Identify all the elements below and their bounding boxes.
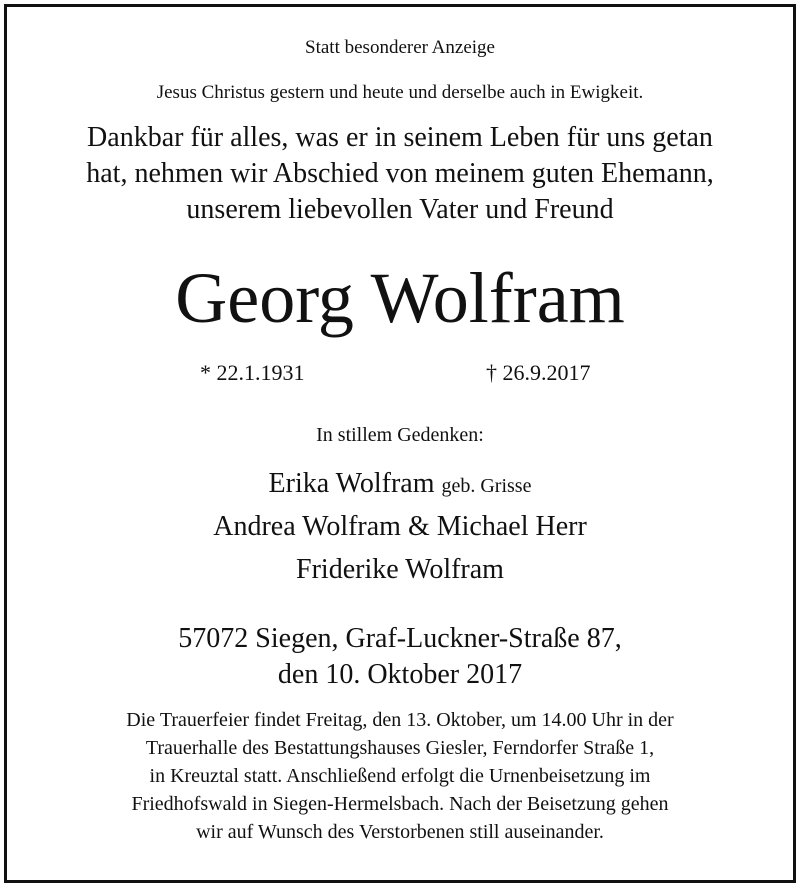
funeral-info-line: in Kreuztal statt. Anschließend erfolgt die Urnenbeisetzung im (149, 765, 651, 787)
funeral-info-line: wir auf Wunsch des Verstorbenen still auseinander. (196, 821, 604, 843)
memorial-heading: In stillem Gedenken: (316, 424, 484, 446)
thanks-line: hat, nehmen wir Abschied von meinem guten Ehemann, (86, 158, 714, 189)
thanks-line: Dankbar für alles, was er in seinem Leben für uns getan (87, 122, 713, 153)
preheading: Statt besonderer Anzeige (305, 37, 495, 58)
birth-date: * 22.1.1931 (200, 360, 305, 385)
bible-verse: Jesus Christus gestern und heute und derselbe auch in Ewigkeit. (156, 82, 644, 103)
mourner-name: Andrea Wolfram & Michael Herr (213, 511, 587, 542)
mourner-name: Erika Wolfram (268, 468, 435, 499)
deceased-name: Georg Wolfram (175, 258, 625, 338)
mourner-name: Friderike Wolfram (296, 554, 504, 585)
thanks-line: unserem liebevollen Vater und Freund (186, 194, 614, 225)
dateline: den 10. Oktober 2017 (277, 659, 523, 690)
mourner-line (0, 470, 800, 498)
mourner-note: geb. Grisse (441, 475, 532, 497)
funeral-info-line: Die Trauerfeier findet Freitag, den 13. Oktober, um 14.00 Uhr in der (126, 709, 674, 731)
address: 57072 Siegen, Graf-Luckner-Straße 87, (178, 623, 622, 654)
funeral-info-line: Trauerhalle des Bestattungshauses Giesler, Ferndorfer Straße 1, (145, 737, 655, 759)
death-date: † 26.9.2017 (486, 360, 591, 385)
funeral-info-line: Friedhofswald in Siegen-Hermelsbach. Nach der Beisetzung gehen (131, 793, 669, 815)
